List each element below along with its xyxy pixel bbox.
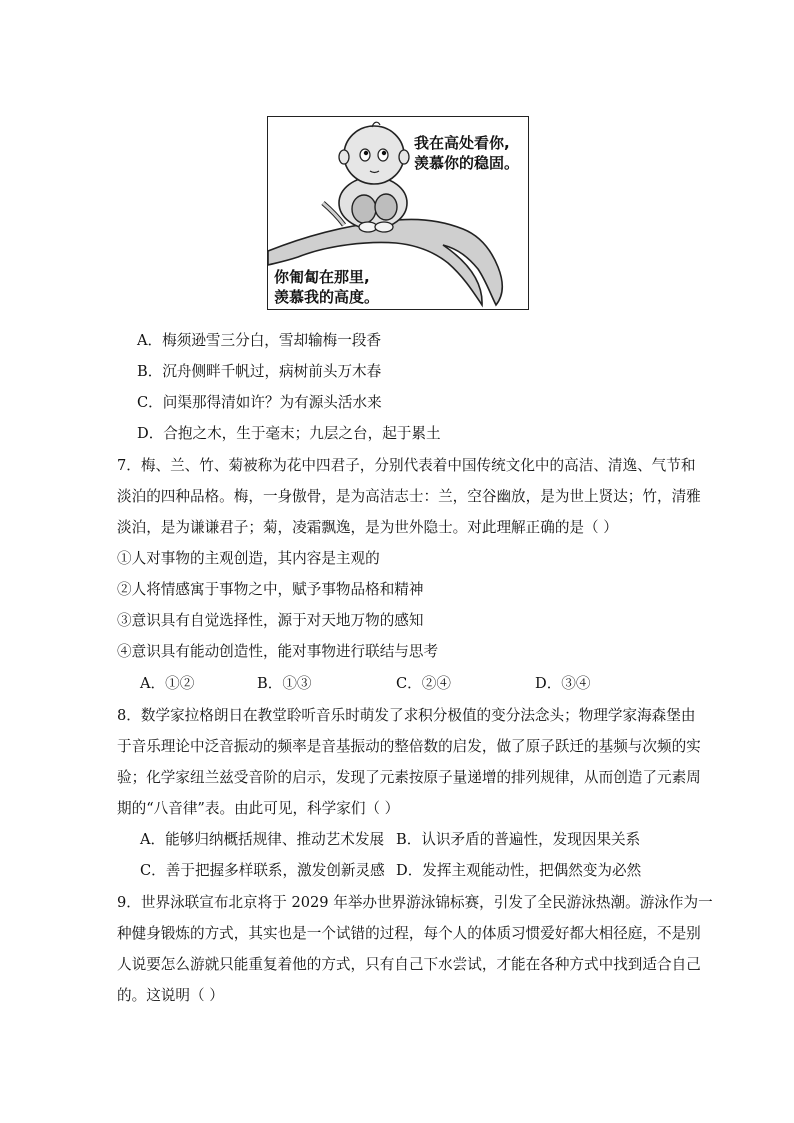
q9-stem-line-4: 的。这说明（ ）: [117, 987, 224, 1004]
bottom-caption-line-2: 羡慕我的高度。: [274, 288, 380, 306]
q8-option-b: B．认识矛盾的普遍性，发现因果关系: [396, 831, 641, 848]
q7-stem-line-1: 7．梅、兰、竹、菊被称为花中四君子，分别代表着中国传统文化中的高洁、清逸、气节和: [117, 457, 696, 474]
bottom-caption-line-1: 你匍匐在那里,: [274, 268, 370, 286]
q7-stem-line-2: 淡泊的四种品格。梅，一身傲骨，是为高洁志士：兰，空谷幽放，是为世上贤达；竹，清雅: [117, 488, 701, 505]
q7-option-c: C．②④: [396, 675, 451, 692]
comic-image: [267, 116, 529, 310]
q8-stem-line-4: 期的“八音律”表。由此可见，科学家们（ ）: [117, 800, 400, 817]
q7-option-b: B．①③: [257, 675, 312, 692]
q7-option-d: D．③④: [535, 675, 591, 692]
q6-option-b: B．沉舟侧畔千帆过，病树前头万木春: [137, 363, 382, 380]
q8-stem-line-2: 于音乐理论中泛音振动的频率是音基振动的整倍数的启发，做了原子跃迁的基频与次频的实: [117, 738, 701, 755]
q9-stem-line-1: 9．世界泳联宣布北京将于 2029 年举办世界游泳锦标赛，引发了全民游泳热潮。游泳作为一: [117, 894, 713, 911]
q7-statement-1: ①人对事物的主观创造，其内容是主观的: [117, 550, 380, 567]
q8-stem-line-3: 验；化学家纽兰兹受音阶的启示，发现了元素按原子量递增的排列规律，从而创造了元素周: [117, 769, 701, 786]
q7-stem-line-3: 淡泊，是为谦谦君子；菊，凌霜飘逸，是为世外隐士。对此理解正确的是（ ）: [117, 519, 618, 536]
q6-option-d: D．合抱之木，生于毫末；九层之台，起于累土: [137, 425, 441, 442]
q9-stem-line-3: 人说要怎么游就只能重复着他的方式，只有自己下水尝试，才能在各种方式中找到适合自己: [117, 956, 701, 973]
q8-stem-line-1: 8．数学家拉格朗日在教堂聆听音乐时萌发了求积分极值的变分法念头；物理学家海森堡由: [117, 707, 696, 724]
q7-option-a: A．①②: [140, 675, 195, 692]
q9-stem-line-2: 种健身锻炼的方式，其实也是一个试错的过程，每个人的体质习惯爱好都大相径庭，不是别: [117, 925, 701, 942]
q6-option-a: A．梅须逊雪三分白，雪却输梅一段香: [137, 332, 382, 349]
q7-statement-2: ②人将情感寓于事物之中，赋予事物品格和精神: [117, 581, 424, 598]
q7-statement-3: ③意识具有自觉选择性，源于对天地万物的感知: [117, 612, 424, 629]
top-caption-line-1: 我在高处看你,: [414, 134, 510, 152]
q6-option-c: C．问渠那得清如许？为有源头活水来: [137, 394, 382, 411]
q8-option-c: C．善于把握多样联系，激发创新灵感: [140, 862, 385, 879]
q8-option-d: D．发挥主观能动性，把偶然变为必然: [396, 862, 642, 879]
top-caption-line-2: 羡慕你的稳固。: [414, 154, 520, 172]
q8-option-a: A．能够归纳概括规律、推动艺术发展: [140, 831, 385, 848]
q7-statement-4: ④意识具有能动创造性，能对事物进行联结与思考: [117, 643, 439, 660]
